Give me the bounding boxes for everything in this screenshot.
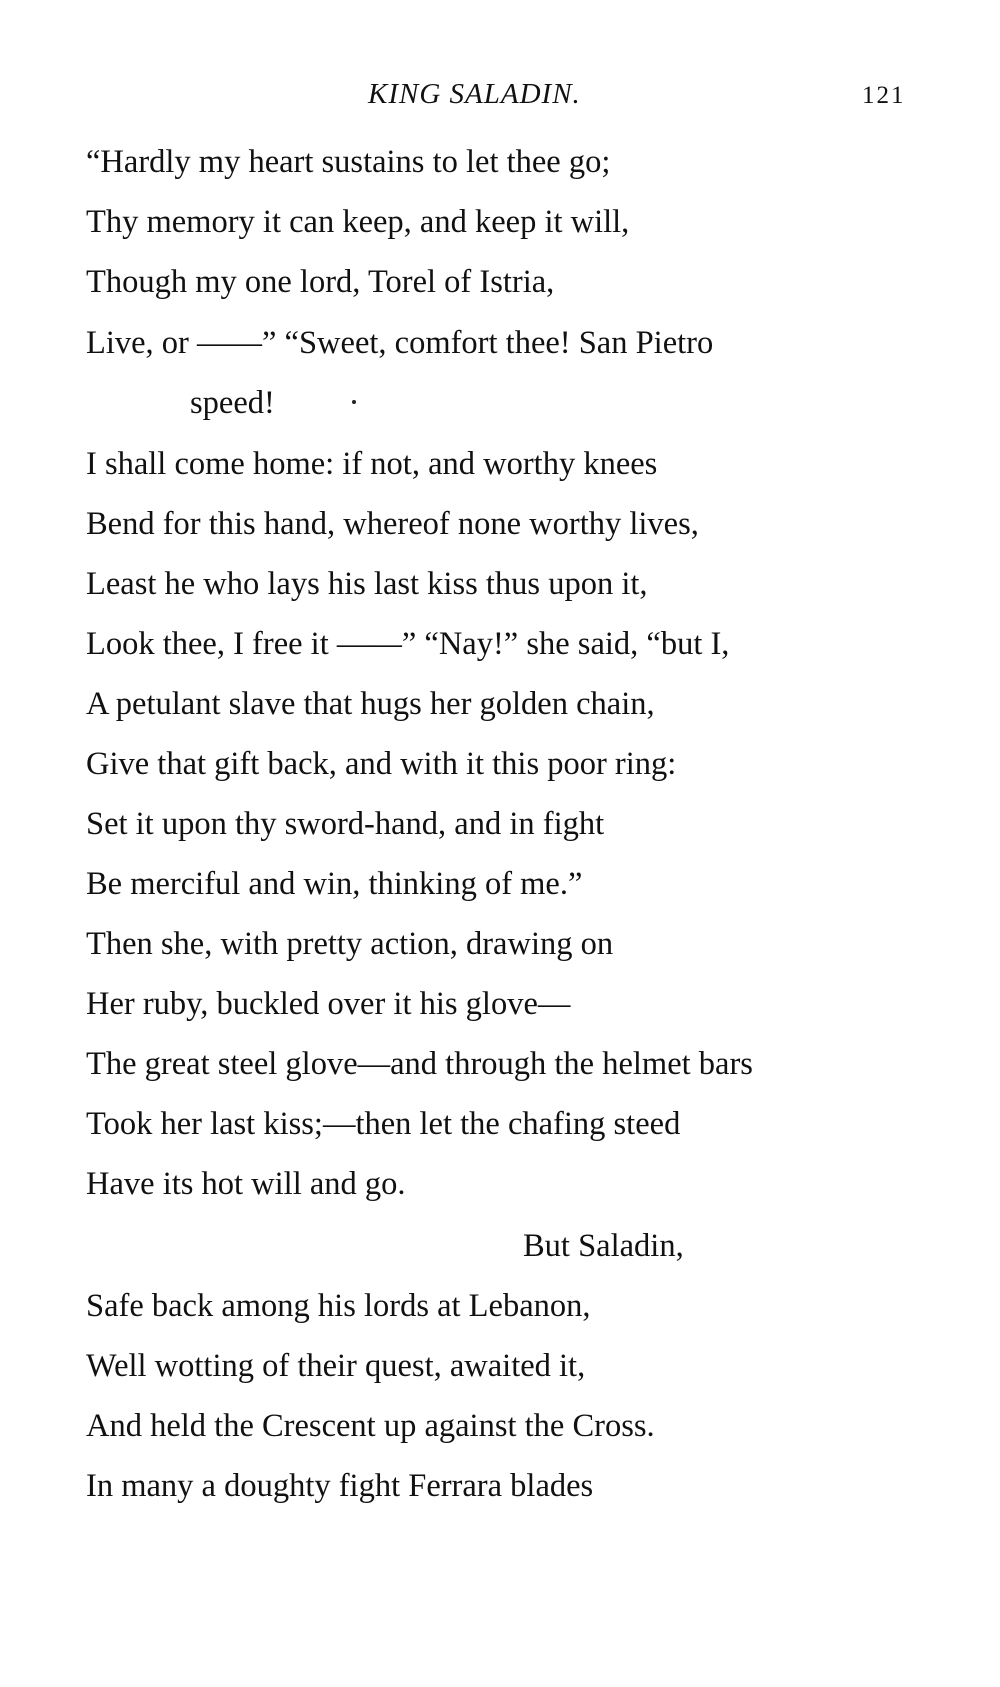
print-dot-mark xyxy=(352,400,356,404)
page-number: 121 xyxy=(862,82,906,109)
poem-line-18: Have its hot will and go. xyxy=(86,1166,406,1202)
poem-line-13: Be merciful and win, thinking of me.” xyxy=(86,866,583,902)
poem-line-20: Safe back among his lords at Lebanon, xyxy=(86,1288,591,1324)
poem-line-19: But Saladin, xyxy=(523,1228,684,1264)
poem-line-22: And held the Crescent up against the Cross. xyxy=(86,1408,655,1444)
poem-line-14: Then she, with pretty action, drawing on xyxy=(86,926,614,962)
poem-line-7: Bend for this hand, whereof none worthy lives, xyxy=(86,506,699,542)
poem-line-21: Well wotting of their quest, awaited it, xyxy=(86,1348,586,1384)
poem-line-3: Though my one lord, Torel of Istria, xyxy=(86,264,555,300)
poem-line-16: The great steel glove—and through the helmet bars xyxy=(86,1046,753,1082)
poem-line-1: “Hardly my heart sustains to let thee go; xyxy=(86,144,611,180)
poem-line-2: Thy memory it can keep, and keep it will, xyxy=(86,204,630,240)
poem-line-4: Live, or ——” “Sweet, comfort thee! San Pietro xyxy=(86,325,714,361)
running-title: KING SALADIN. xyxy=(368,78,581,110)
poem-line-12: Set it upon thy sword-hand, and in fight xyxy=(86,806,605,842)
poem-line-5: speed! xyxy=(190,385,275,421)
poem-line-8: Least he who lays his last kiss thus upon it, xyxy=(86,566,648,602)
poem-line-17: Took her last kiss;—then let the chafing steed xyxy=(86,1106,681,1142)
poem-line-6: I shall come home: if not, and worthy knees xyxy=(86,446,658,482)
poem-line-11: Give that gift back, and with it this poor ring: xyxy=(86,746,677,782)
poem-line-10: A petulant slave that hugs her golden chain, xyxy=(86,686,655,722)
poem-line-15: Her ruby, buckled over it his glove— xyxy=(86,986,571,1022)
poem-line-23: In many a doughty fight Ferrara blades xyxy=(86,1468,594,1504)
poem-line-9: Look thee, I free it ——” “Nay!” she said, “but I, xyxy=(86,626,730,662)
